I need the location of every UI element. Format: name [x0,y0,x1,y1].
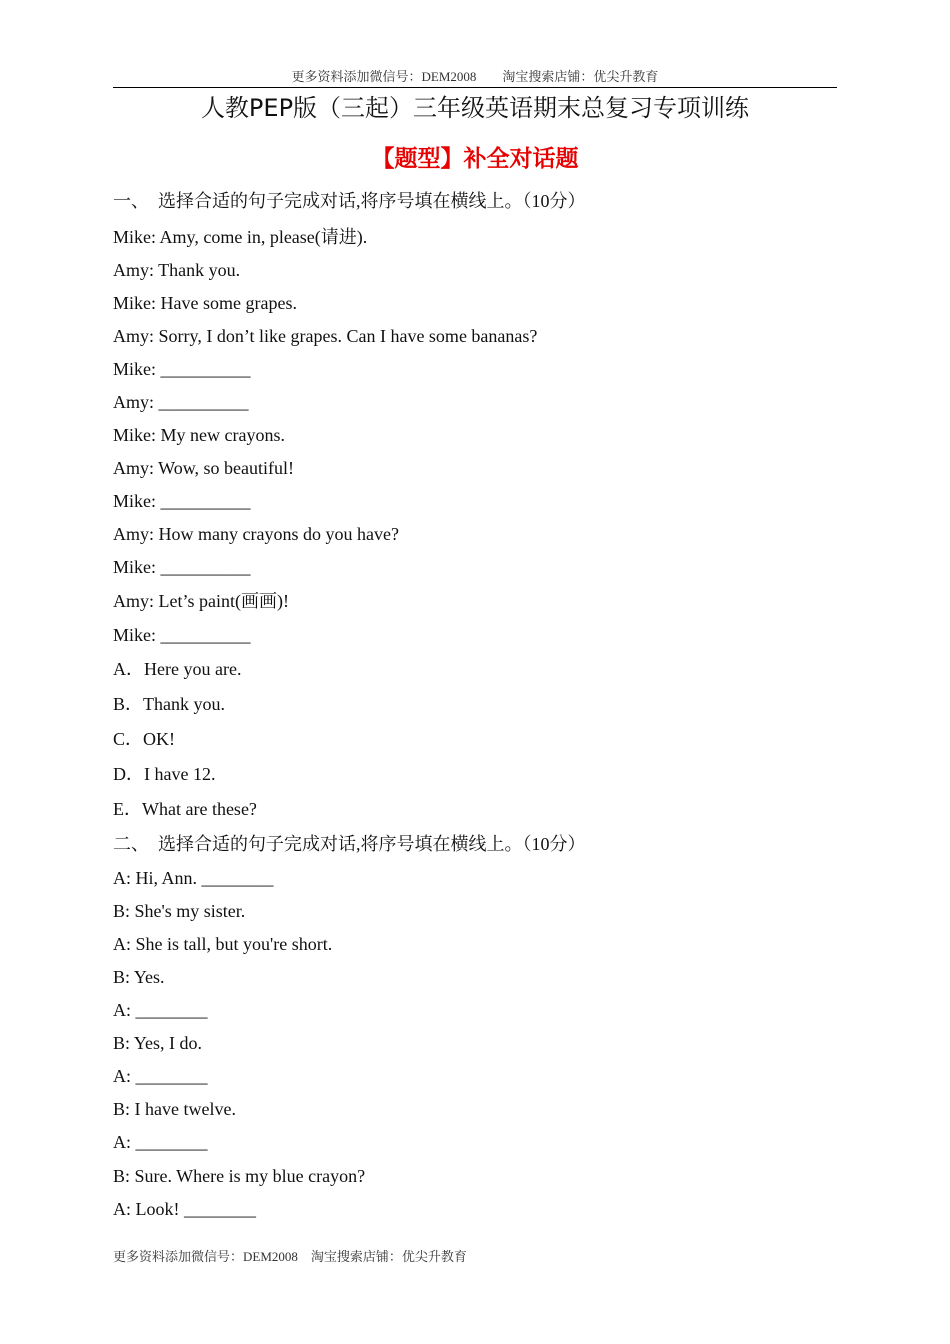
dialogue-line: B: Yes, I do. [113,1033,203,1053]
dialogue-line: Amy: Let’s paint(画画)! [113,591,289,611]
dialogue-line: Amy: Wow, so beautiful! [113,458,295,478]
dialogue-line: Mike: My new crayons. [113,425,285,445]
dialogue-blank-line: A: ________ [113,1066,208,1086]
dialogue-blank-line: Amy: __________ [113,392,249,412]
answer-option: A．Here you are. [113,659,242,679]
dialogue-line: B: Yes. [113,967,165,987]
dialogue-blank-line: A: Hi, Ann. ________ [113,868,274,888]
section-2-heading: 二、 选择合适的句子完成对话,将序号填在横线上。（10分） [113,834,586,854]
footer-note: 更多资料添加微信号：DEM2008 淘宝搜索店铺：优尖升教育 [113,1249,467,1264]
dialogue-line: Mike: Have some grapes. [113,293,297,313]
document-title: 人教PEP版（三起）三年级英语期末总复习专项训练 [200,94,750,122]
dialogue-blank-line: A: ________ [113,1000,208,1020]
dialogue-line: Mike: Amy, come in, please(请进). [113,227,368,247]
answer-option: C．OK! [113,729,175,749]
answer-option: B．Thank you. [113,694,225,714]
answer-option: D．I have 12. [113,764,216,784]
header-note: 更多资料添加微信号：DEM2008 淘宝搜索店铺：优尖升教育 [291,69,659,84]
dialogue-line: B: Sure. Where is my blue crayon? [113,1166,366,1186]
dialogue-line: Amy: Sorry, I don’t like grapes. Can I have some bananas? [113,326,538,346]
section-1-heading: 一、 选择合适的句子完成对话,将序号填在横线上。（10分） [113,191,586,211]
dialogue-line: A: She is tall, but you're short. [113,934,333,954]
dialogue-blank-line: Mike: __________ [113,359,251,379]
dialogue-blank-line: A: ________ [113,1132,208,1152]
dialogue-blank-line: Mike: __________ [113,625,251,645]
dialogue-blank-line: Mike: __________ [113,491,251,511]
answer-option: E．What are these? [113,799,257,819]
dialogue-blank-line: Mike: __________ [113,557,251,577]
dialogue-line: B: I have twelve. [113,1099,236,1119]
document-subtitle: 【题型】补全对话题 [371,146,579,172]
dialogue-line: Amy: How many crayons do you have? [113,524,399,544]
dialogue-line: Amy: Thank you. [113,260,241,280]
dialogue-blank-line: A: Look! ________ [113,1199,256,1219]
dialogue-line: B: She's my sister. [113,901,246,921]
